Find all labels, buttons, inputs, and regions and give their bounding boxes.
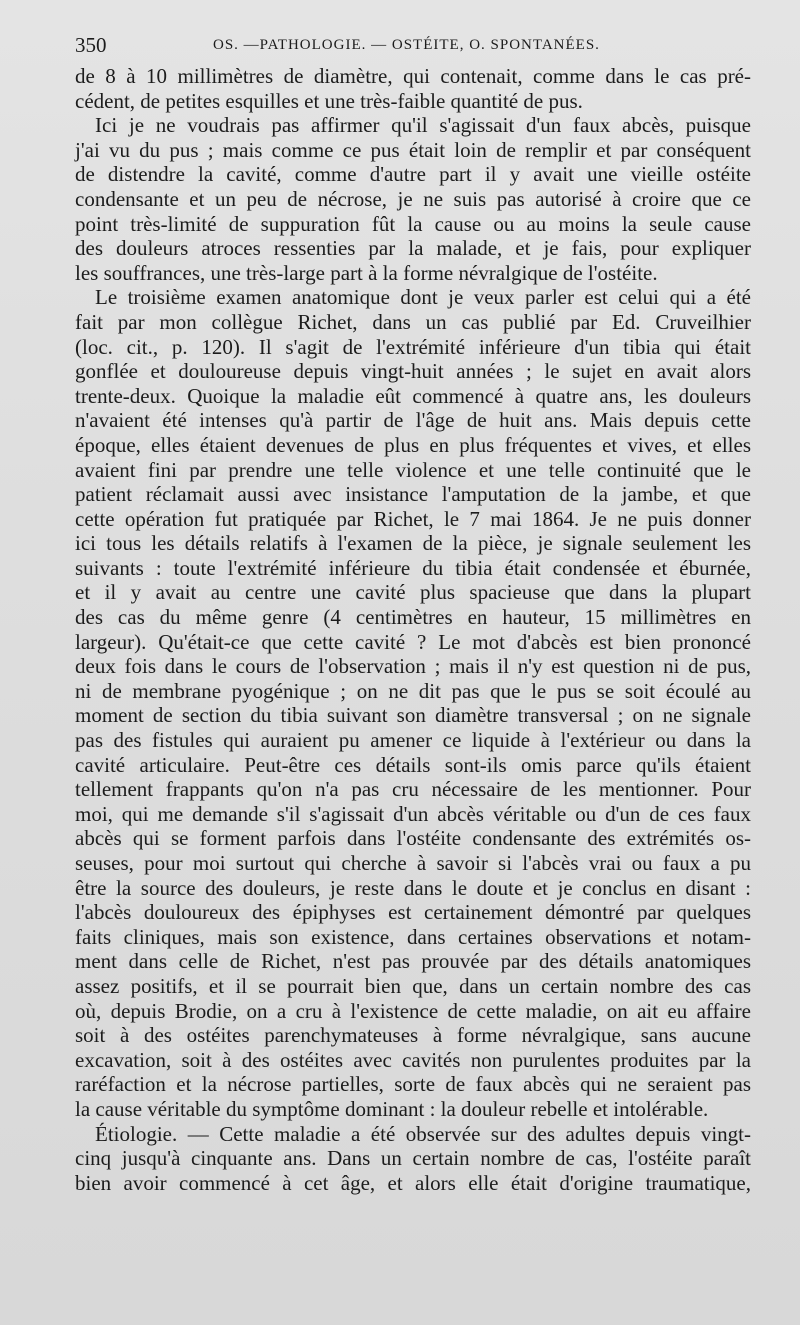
- text-line: être la source des douleurs, je reste dans le doute et je conclus en disant :: [75, 875, 751, 900]
- text-line: excavation, soit à des ostéites avec cavités non purulentes produites par la: [75, 1047, 751, 1072]
- text-line: cavité articulaire. Peut-être ces détails sont-ils omis parce qu'ils étaient: [75, 752, 751, 777]
- text-line: l'abcès douloureux des épiphyses est certainement démontré par quelques: [75, 900, 751, 925]
- text-line: abcès qui se forment parfois dans l'ostéite condensante des extrémités os-: [75, 826, 751, 851]
- text-line: de distendre la cavité, comme d'autre part il y avait une vieille ostéite: [75, 162, 751, 187]
- text-line: où, depuis Brodie, on a cru à l'existence de cette maladie, on ait eu affaire: [75, 998, 751, 1023]
- text-line: les souffrances, une très-large part à la forme névralgique de l'ostéite.: [75, 260, 658, 285]
- text-line: ici tous les détails relatifs à l'examen de la pièce, je signale seulement les: [75, 531, 751, 556]
- text-line: patient réclamait aussi avec insistance l'amputation de la jambe, et que: [75, 482, 751, 507]
- text-line: et il y avait au centre une cavité plus spacieuse que dans la plupart: [75, 580, 751, 605]
- text-line: suivants : toute l'extrémité inférieure du tibia était condensée et éburnée,: [75, 555, 751, 580]
- text-line: cinq jusqu'à cinquante ans. Dans un certain nombre de cas, l'ostéite paraît: [75, 1146, 751, 1171]
- text-line: condensante et un peu de nécrose, je ne suis pas autorisé à croire que ce: [75, 186, 751, 211]
- text-line: trente-deux. Quoique la maladie eût commencé à quatre ans, les douleurs: [75, 383, 751, 408]
- text-line: point très-limité de suppuration fût la cause ou au moins la seule cause: [75, 211, 751, 236]
- text-line: la cause véritable du symptôme dominant : la douleur rebelle et intolérable.: [75, 1096, 709, 1121]
- body-text: [75, 64, 751, 1195]
- text-line: ni de membrane pyogénique ; on ne dit pas que le pus se soit écoulé au: [75, 678, 751, 703]
- paragraph-start-line: Le troisième examen anatomique dont je veux parler est celui qui a été: [95, 285, 751, 310]
- text-line: cette opération fut pratiquée par Richet, le 7 mai 1864. Je ne puis donner: [75, 506, 751, 531]
- text-line: faits cliniques, mais son existence, dans certaines observations et notam-: [75, 924, 751, 949]
- text-line: des douleurs atroces ressenties par la malade, et je fais, pour expliquer: [75, 236, 751, 261]
- text-line: n'avaient été intenses qu'à partir de l'âge de huit ans. Mais depuis cette: [75, 408, 751, 433]
- paragraph-start-line: Ici je ne voudrais pas affirmer qu'il s'agissait d'un faux abcès, puisque: [95, 113, 751, 138]
- text-line: de 8 à 10 millimètres de diamètre, qui contenait, comme dans le cas pré-: [75, 64, 751, 88]
- text-line: (loc. cit., p. 120). Il s'agit de l'extrémité inférieure d'un tibia qui était: [75, 334, 751, 359]
- text-line: tellement frappants qu'on n'a pas cru nécessaire de les mentionner. Pour: [75, 777, 751, 802]
- text-line: seuses, pour moi surtout qui cherche à savoir si l'abcès vrai ou faux a pu: [75, 851, 751, 875]
- text-line: moi, qui me demande s'il s'agissait d'un abcès véritable ou d'un de ces faux: [75, 801, 751, 826]
- text-line: bien avoir commencé à cet âge, et alors elle était d'origine traumatique,: [75, 1170, 751, 1195]
- text-line: des cas du même genre (4 centimètres en hauteur, 15 millimètres en: [75, 605, 751, 630]
- text-line: avaient fini par prendre une telle violence et une telle continuité que le: [75, 457, 751, 482]
- text-line: époque, elles étaient devenues de plus en plus fréquentes et vives, et elles: [75, 432, 751, 457]
- page-number: 350: [75, 33, 107, 57]
- text-line: pas des fistules qui auraient pu amener ce liquide à l'extérieur ou dans la: [75, 728, 751, 753]
- running-head: OS. —PATHOLOGIE. — OSTÉITE, O. SPONTANÉES.: [213, 37, 600, 53]
- text-line: fait par mon collègue Richet, dans un cas publié par Ed. Cruveilhier: [75, 309, 751, 334]
- text-line: largeur). Qu'était-ce que cette cavité ? Le mot d'abcès est bien prononcé: [75, 629, 751, 654]
- page-header: [75, 33, 755, 59]
- text-line: moment de section du tibia suivant son diamètre transversal ; on ne signale: [75, 703, 751, 728]
- text-line: ment dans celle de Richet, n'est pas prouvée par des détails anatomiques: [75, 949, 751, 974]
- text-line: j'ai vu du pus ; mais comme ce pus était loin de remplir et par conséquent: [75, 137, 751, 162]
- text-line: soit à des ostéites parenchymateuses à forme névralgique, sans aucune: [75, 1023, 751, 1048]
- section-heading-line: Étiologie. — Cette maladie a été observée sur des adultes depuis vingt-: [95, 1121, 751, 1146]
- text-line: cédent, de petites esquilles et une très-faible quantité de pus.: [75, 88, 583, 113]
- text-line: raréfaction et la nécrose partielles, sorte de faux abcès qui ne seraient pas: [75, 1072, 751, 1097]
- text-line: gonflée et douloureuse depuis vingt-huit années ; le sujet en avait alors: [75, 359, 751, 384]
- text-line: deux fois dans le cours de l'observation ; mais il n'y est question ni de pus,: [75, 654, 751, 679]
- text-line: assez positifs, et il se pourrait bien que, dans un certain nombre des cas: [75, 973, 751, 998]
